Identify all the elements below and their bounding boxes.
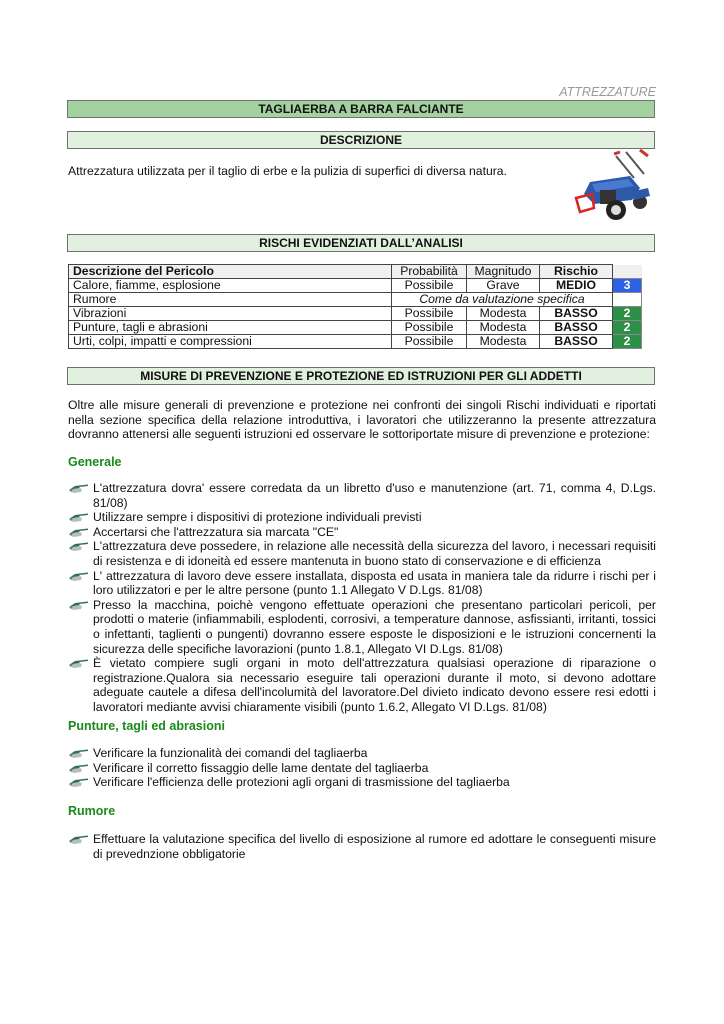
description-text: Attrezzatura utilizzata per il taglio di erbe e la pulizia di superfici di diversa natura. xyxy=(68,164,507,178)
table-row xyxy=(69,307,642,321)
risk-score-badge: 2 xyxy=(613,307,642,321)
risk-level-cell: BASSO xyxy=(540,307,613,321)
document-title: TAGLIAERBA A BARRA FALCIANTE xyxy=(67,100,655,118)
pointing-hand-icon xyxy=(68,763,90,774)
pointing-hand-icon xyxy=(68,600,90,611)
list-item: Accertarsi che l'attrezzatura sia marcata "CE" xyxy=(68,525,656,540)
section-header-description: DESCRIZIONE xyxy=(67,131,655,149)
pointing-hand-icon xyxy=(68,658,90,669)
list-item: L' attrezzatura di lavoro deve essere installata, disposta ed usata in maniera tale da ridurre i rischi per i loro utilizzatori e per le altre persone (punto 1.1 Allegato V D.Lgs. 81/08) xyxy=(68,569,656,598)
table-row xyxy=(69,321,642,335)
hazard-cell: Calore, fiamme, esplosione xyxy=(69,279,392,293)
risk-level-cell: MEDIO xyxy=(540,279,613,293)
list-item: Effettuare la valutazione specifica del livello di esposizione al rumore ed adottare le conseguenti misure di prevednzione obbligatorie xyxy=(68,832,656,861)
risk-score-badge: 2 xyxy=(613,321,642,335)
bullet-list-rumore xyxy=(68,832,656,861)
table-row xyxy=(69,293,642,307)
hazard-cell: Rumore xyxy=(69,293,392,307)
risk-table-header xyxy=(69,265,642,279)
pointing-hand-icon xyxy=(68,541,90,552)
risk-score-badge: 3 xyxy=(613,279,642,293)
hazard-cell: Vibrazioni xyxy=(69,307,392,321)
section-header-measures: MISURE DI PREVENZIONE E PROTEZIONE ED ISTRUZIONI PER GLI ADDETTI xyxy=(67,367,655,385)
list-item: L'attrezzatura dovra' essere corredata da un libretto d'uso e manutenzione (art. 71, comma 4, D.Lgs. 81/08) xyxy=(68,481,656,510)
probability-cell: Possibile xyxy=(392,335,467,349)
list-item: L'attrezzatura deve possedere, in relazione alle necessità della sicurezza del lavoro, i necessari requisiti di resistenza e di idoneità ed essere mantenuta in buono stato di conservazione e di efficienza xyxy=(68,539,656,568)
column-header-risk: Rischio xyxy=(540,265,613,279)
section-header-risks: RISCHI EVIDENZIATI DALL’ANALISI xyxy=(67,234,655,252)
pointing-hand-icon xyxy=(68,483,90,494)
hazard-cell: Punture, tagli e abrasioni xyxy=(69,321,392,335)
list-item: Presso la macchina, poichè vengono effettuate operazioni che presentano particolari pericoli, per prodotti o materie (infiammabili, esplodenti, corrosivi, a temperature dannose, asfissianti, irritanti, tossici o infettanti, taglienti o pungenti) dovranno essere esposte le disposizioni e le istruzioni concernenti la sicurezza delle specifiche lavorazioni (punto 1.8.1, Allegato VI D.Lgs. 81/08) xyxy=(68,598,656,656)
list-item: È vietato compiere sugli organi in moto dell'attrezzatura qualsiasi operazione di riparazione o registrazione.Qualora sia necessario eseguire tali operazioni durante il moto, si devono adottare adeguate cautele a difesa dell'incolumità del lavoratore.Del divieto indicato devono essere resi edotti i lavoratori mediante avvisi chiaramente visibili (punto 1.6.2, Allegato VI D.Lgs. 81/08) xyxy=(68,656,656,714)
pointing-hand-icon xyxy=(68,777,90,788)
bullet-list-generale xyxy=(68,481,656,715)
probability-cell: Possibile xyxy=(392,307,467,321)
risk-table xyxy=(68,264,642,349)
group-heading-punture: Punture, tagli ed abrasioni xyxy=(68,719,225,733)
column-header-probability: Probabilità xyxy=(392,265,467,279)
magnitude-cell: Modesta xyxy=(467,321,540,335)
table-row xyxy=(69,279,642,293)
pointing-hand-icon xyxy=(68,748,90,759)
pointing-hand-icon xyxy=(68,834,90,845)
list-item: Verificare la funzionalità dei comandi del tagliaerba xyxy=(68,746,656,761)
pointing-hand-icon xyxy=(68,512,90,523)
list-item: Verificare il corretto fissaggio delle lame dentate del tagliaerba xyxy=(68,761,656,776)
probability-cell: Possibile xyxy=(392,321,467,335)
column-header-magnitude: Magnitudo xyxy=(467,265,540,279)
risk-score-badge-empty xyxy=(613,293,642,307)
list-item: Utilizzare sempre i dispositivi di protezione individuali previsti xyxy=(68,510,656,525)
pointing-hand-icon xyxy=(68,571,90,582)
bullet-list-punture xyxy=(68,746,656,790)
intro-paragraph: Oltre alle misure generali di prevenzione e protezione nei confronti dei singoli Rischi individuati e riportati nella sezione specifica della relazione introduttiva, i lavoratori che utilizzeranno la presente attrezzatura dovranno attenersi alle seguenti istruzioni ed osservare le sottoriportate misure di prevenzione e protezione: xyxy=(68,398,656,442)
group-heading-generale: Generale xyxy=(68,455,122,469)
probability-cell: Possibile xyxy=(392,279,467,293)
table-row xyxy=(69,335,642,349)
list-item: Verificare l'efficienza delle protezioni agli organi di trasmissione del tagliaerba xyxy=(68,775,656,790)
group-heading-rumore: Rumore xyxy=(68,804,116,818)
mower-machine-image xyxy=(570,148,654,224)
column-header-hazard: Descrizione del Pericolo xyxy=(69,265,392,279)
hazard-cell: Urti, colpi, impatti e compressioni xyxy=(69,335,392,349)
magnitude-cell: Grave xyxy=(467,279,540,293)
merged-note-cell: Come da valutazione specifica xyxy=(392,293,613,307)
risk-level-cell: BASSO xyxy=(540,321,613,335)
magnitude-cell: Modesta xyxy=(467,307,540,321)
category-label: ATTREZZATURE xyxy=(559,85,656,99)
risk-score-badge: 2 xyxy=(613,335,642,349)
risk-level-cell: BASSO xyxy=(540,335,613,349)
magnitude-cell: Modesta xyxy=(467,335,540,349)
pointing-hand-icon xyxy=(68,527,90,538)
